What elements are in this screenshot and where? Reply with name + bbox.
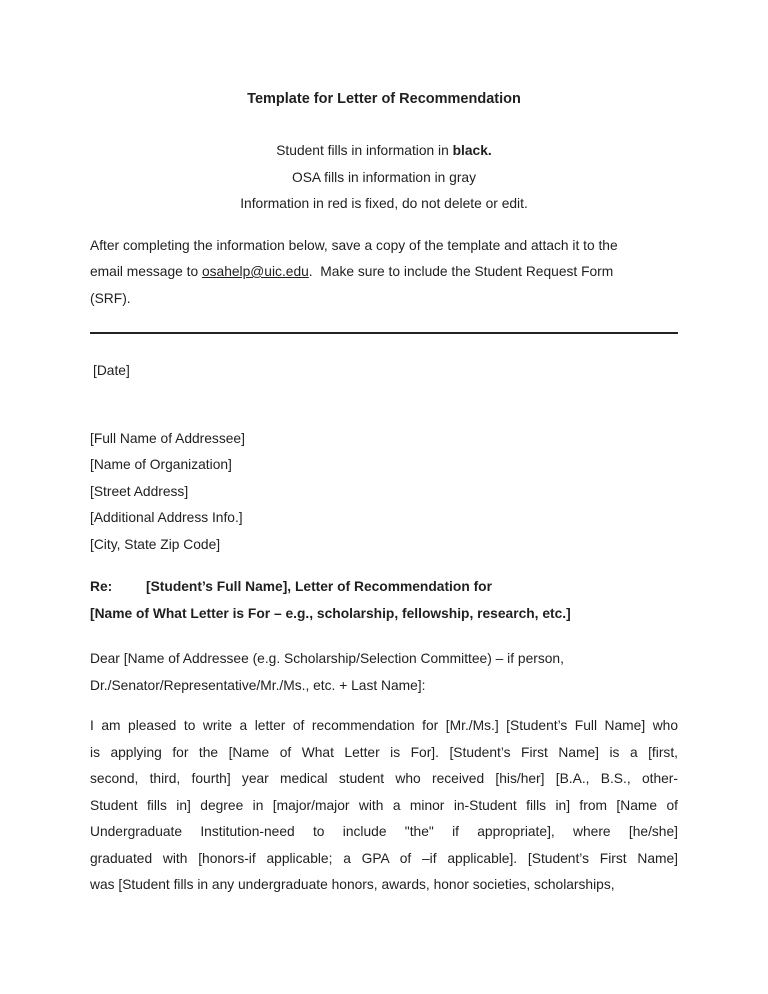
date-placeholder: [Date] bbox=[93, 363, 130, 378]
subject-line-1 bbox=[90, 574, 678, 601]
legend-black-emphasis: black. bbox=[452, 143, 492, 158]
legend-line-red: Information in red is fixed, do not delete or edit. bbox=[240, 196, 528, 211]
address-line-organization: [Name of Organization] bbox=[90, 457, 232, 472]
address-line-city-state-zip: [City, State Zip Code] bbox=[90, 536, 221, 552]
salutation-block bbox=[90, 646, 678, 699]
fill-instructions-legend bbox=[90, 138, 678, 218]
legend-line-black-text: Student fills in information in bbox=[276, 143, 453, 158]
body-line-2: is applying for the [Name of What Letter is For]. [Student’s First Name] is a [first, bbox=[90, 744, 678, 760]
addressee-block bbox=[90, 426, 678, 559]
subject-line-2: [Name of What Letter is For – e.g., scholarship, fellowship, research, etc.] bbox=[90, 605, 571, 621]
body-paragraph bbox=[90, 713, 678, 899]
subject-line-1-text: [Student’s Full Name], Letter of Recommendation for bbox=[146, 579, 492, 594]
intro-line-3: (SRF). bbox=[90, 290, 131, 306]
document-title: Template for Letter of Recommendation bbox=[247, 91, 521, 107]
re-label: Re: bbox=[90, 579, 113, 594]
address-line-name: [Full Name of Addressee] bbox=[90, 430, 245, 446]
letter-document-page bbox=[90, 0, 678, 899]
intro-line-2 bbox=[90, 259, 678, 286]
address-line-street: [Street Address] bbox=[90, 483, 189, 499]
body-line-3: second, third, fourth] year medical student who received [his/her] [B.A., B.S., other- bbox=[90, 771, 678, 786]
intro-line-2-suffix: . Make sure to include the Student Request Form bbox=[308, 264, 614, 279]
body-line-5: Undergraduate Institution-need to include "the" if appropriate], where [he/she] bbox=[90, 824, 678, 839]
body-line-1: I am pleased to write a letter of recommendation for [Mr./Ms.] [Student’s Full Name] who bbox=[90, 718, 678, 733]
body-line-6: graduated with [honors-if applicable; a GPA of –if applicable]. [Student’s First Name] bbox=[90, 850, 678, 866]
salutation-line-2: Dr./Senator/Representative/Mr./Ms., etc. + Last Name]: bbox=[90, 677, 426, 693]
intro-paragraph bbox=[90, 233, 678, 313]
salutation-line-1: Dear [Name of Addressee (e.g. Scholarship/Selection Committee) – if person, bbox=[90, 651, 564, 666]
legend-line-gray: OSA fills in information in gray bbox=[291, 169, 477, 185]
intro-line-2-prefix: email message to bbox=[90, 264, 202, 279]
address-line-additional: [Additional Address Info.] bbox=[90, 510, 243, 525]
osa-help-email-link[interactable]: osahelp@uic.edu bbox=[201, 264, 309, 279]
body-line-7: was [Student fills in any undergraduate honors, awards, honor societies, scholarships, bbox=[90, 877, 615, 892]
body-line-4: Student fills in] degree in [major/major with a minor in-Student fills in] from [Name of bbox=[90, 797, 678, 813]
subject-re-block bbox=[90, 574, 678, 627]
legend-line-black bbox=[90, 138, 678, 165]
intro-line-1: After completing the information below, save a copy of the template and attach it to the bbox=[90, 237, 618, 253]
section-divider-rule bbox=[90, 332, 678, 334]
